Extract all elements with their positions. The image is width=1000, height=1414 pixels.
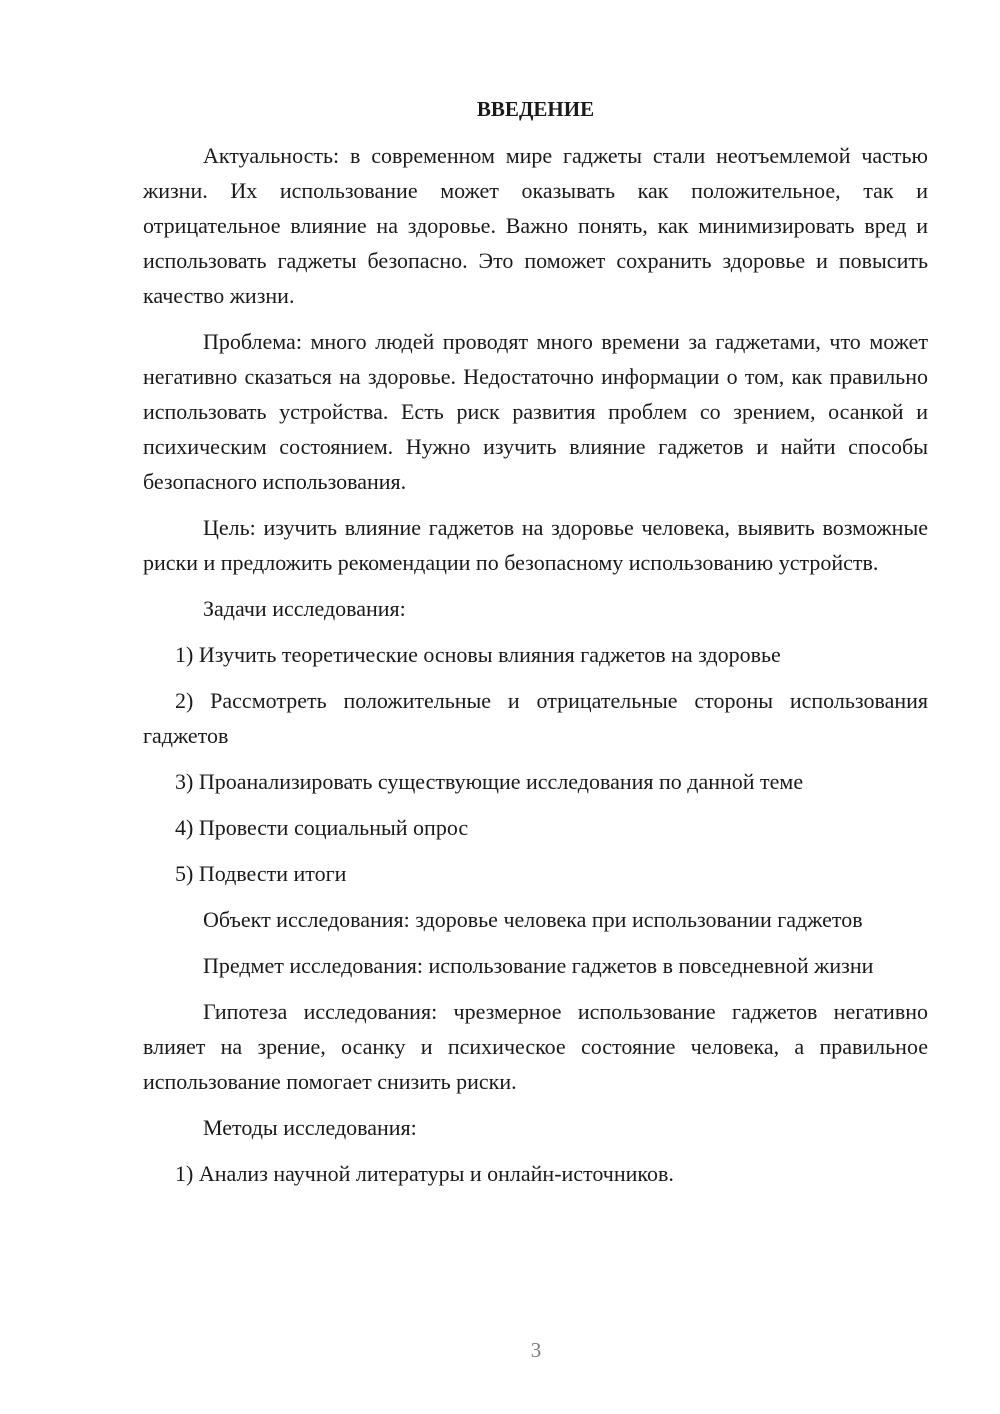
tasks-heading: Задачи исследования:: [203, 596, 406, 621]
task-item-2: 2) Рассмотреть положительные и отрицательные стороны использования гаджетов: [143, 688, 928, 748]
task-item-1: 1) Изучить теоретические основы влияния гаджетов на здоровье: [175, 642, 781, 667]
task-item-4: 4) Провести социальный опрос: [175, 815, 469, 840]
object-paragraph: Объект исследования: здоровье человека при использовании гаджетов: [203, 907, 863, 932]
problem-paragraph: Проблема: много людей проводят много времени за гаджетами, что может негативно сказаться на здоровье. Недостаточно информации о том, как правильно использовать устройства. Есть риск развития проблем со зрением, осанкой и психическим состоянием. Нужно изучить влияние гаджетов и найти способы безопасного использования.: [143, 329, 928, 494]
task-item-3: 3) Проанализировать существующие исследования по данной теме: [175, 769, 804, 794]
methods-heading: Методы исследования:: [203, 1115, 417, 1140]
subject-paragraph: Предмет исследования: использование гаджетов в повседневной жизни: [203, 953, 874, 978]
page-number: 3: [530, 1338, 542, 1362]
relevance-paragraph: Актуальность: в современном мире гаджеты стали неотъемлемой частью жизни. Их использование может оказывать как положительное, так и отрицательное влияние на здоровье. Важно понять, как минимизировать вред и использовать гаджеты безопасно. Это поможет сохранить здоровье и повысить качество жизни.: [143, 143, 928, 308]
task-item-5: 5) Подвести итоги: [175, 861, 347, 886]
page-content: [143, 92, 928, 1202]
method-item-1: 1) Анализ научной литературы и онлайн-источников.: [175, 1161, 674, 1186]
goal-paragraph: Цель: изучить влияние гаджетов на здоровье человека, выявить возможные риски и предложить рекомендации по безопасному использованию устройств.: [143, 515, 928, 575]
hypothesis-paragraph: Гипотеза исследования: чрезмерное использование гаджетов негативно влияет на зрение, осанку и психическое состояние человека, а правильное использование помогает снизить риски.: [143, 999, 928, 1094]
page-title: ВВЕДЕНИЕ: [476, 97, 595, 121]
